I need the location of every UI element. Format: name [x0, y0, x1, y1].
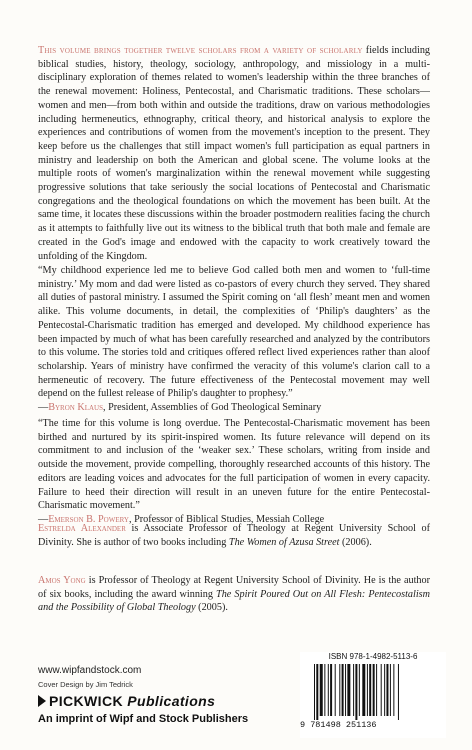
barcode-bar: [316, 664, 318, 720]
endorser-title: , Professor of Biblical Studies, Messiah College: [128, 513, 325, 525]
pickwick-arrow-icon: [38, 695, 46, 707]
barcode-bar: [376, 664, 377, 716]
barcode-bar: [335, 664, 336, 716]
website-link[interactable]: www.wipfandstock.com: [38, 665, 142, 676]
endorser-name: Byron Klaus: [48, 402, 104, 414]
description-lead: This volume brings together twelve scholars from a variety of scholarly: [38, 45, 363, 56]
editor-bio-alexander: Estrelda Alexander is Associate Professor of Theology at Regent University School of Divinity. She is author of two books including The Women of Azusa Street (2006).: [38, 523, 430, 548]
barcode-bar: [328, 664, 329, 716]
barcode-bars: [312, 664, 434, 720]
endorser-title: , President, Assemblies of God Theological Seminary: [103, 402, 322, 414]
editor-bio-yong: Amos Yong is Professor of Theology at Regent University School of Divinity. He is the author of six books, including the award winning The Spirit Poured Out on All Flesh: Pentecostalism and the Possibility of Global Theology (2005).: [38, 575, 430, 614]
barcode-bar: [353, 664, 354, 716]
imprint-line: An imprint of Wipf and Stock Publishers: [38, 713, 249, 725]
endorsement-quote: “My childhood experience led me to believe God called both men and women to ‘full-time ministry.’ My mom and dad were listed as co-pastors of every church they served. They shared all duties of pastoral ministry. I assumed the Spirit coming on ‘all flesh’ meant men and women alike. This volume documents, in detail, the complexities of ‘Philip's daughters’ as the Pentecostal-Charismatic tradition has emerged and developed. My childhood experience has been impacted by much of what has been carefully researched and analyzed by the contributors to this volume. The stories told and critiques offered reflect lived experiences rather than aloof scholarship. Years of ministry have confirmed the veracity of this volume's clarion call to a hermeneutic of recovery. The future effectiveness of the Pentecostal movement may well depend on the fullest release of Philip's daughter to prophesy.”: [38, 265, 430, 400]
barcode-bar: [320, 664, 323, 716]
barcode-bar: [347, 664, 350, 716]
book-title: The Spirit Poured Out on All Flesh: Pentecostalism and the Possibility of Global Theology: [38, 588, 430, 614]
endorsement-powery: [38, 417, 430, 527]
publisher-name: PICKWICK: [49, 693, 123, 709]
barcode-bar: [386, 664, 388, 716]
editor-name: Estrelda Alexander: [38, 523, 126, 534]
barcode-digits: 9 781498 251136: [300, 720, 377, 730]
endorser-name: Emerson B. Powery: [48, 513, 129, 525]
barcode-bar: [342, 664, 344, 716]
barcode-bar: [393, 664, 394, 716]
barcode-bar: [355, 664, 357, 720]
barcode-bar: [330, 664, 332, 716]
barcode-bar: [324, 664, 325, 716]
endorsement-attribution: —Byron Klaus, President, Assemblies of God Theological Seminary: [38, 402, 322, 414]
endorsement-attribution: —Emerson B. Powery, Professor of Biblical Studies, Messiah College: [38, 513, 325, 525]
barcode-bar: [345, 664, 346, 716]
book-title: The Women of Azusa Street: [228, 536, 340, 548]
barcode-bar: [362, 664, 365, 716]
barcode-bar: [384, 664, 385, 716]
barcode-bar: [339, 664, 340, 716]
barcode-bar: [390, 664, 391, 716]
endorsement-quote: “The time for this volume is long overdue. The Pentecostal-Charismatic movement has been birthed and nurtured by its spirit-inspired women. Its future relevance will depend on its commitment to and inclusion of the ‘weaker sex.’ These scholars, writing from inside and outside the movement, provide compelling, thoroughly researched accounts of this history. The editors are leading voices and advocates for the full participation of women in every capacity. Failure to heed their direction will result in an uneven future for the entire Pentecostal-Charismatic movement.”: [38, 418, 430, 512]
description-body: fields including biblical studies, history, theology, sociology, anthropology, and missiology in a multi-disciplinary exploration of themes related to women's leadership within the three branches of the renewal movement: Holiness, Pentecostal, and Charismatic traditions. These scholars—women and men—from both within and outside the traditions, draw on various methodologies including hermeneutics, ethnography, critical theory, and historical analysis to explore the experiences and contributions of women from the movement's inception to the present. They keep before us the challenges that still impact women's full participation as equal partners in ministry and leadership on both the American and global scene. The volume looks at the multiple roots of women's marginalization within the renewal movement while suggesting progressive solutions that take seriously the social locations of Pentecostal and Charismatic congregations and the theological foundations on which the movement has been built. At the same time, it locates these discussions within the broader postmodern realities facing the church as it attempts to faithfully live out its witness to the biblical truth that both male and female are created in the God's image and endowed with the capacity to work creatively toward the unfolding of the Kingdom.: [38, 45, 431, 262]
book-description: [38, 44, 430, 263]
cover-design-credit: Cover Design by Jim Tedrick: [38, 680, 133, 689]
publisher-logo: [38, 693, 215, 709]
editor-name: Amos Yong: [38, 575, 86, 586]
isbn-label: ISBN 978-1-4982-5113-6: [328, 652, 418, 661]
publisher-suffix: Publications: [127, 693, 216, 709]
barcode-bar: [381, 664, 382, 716]
barcode-bar: [398, 664, 399, 720]
barcode-bar: [369, 664, 371, 716]
barcode-bar: [367, 664, 368, 716]
barcode-bar: [359, 664, 360, 716]
isbn-barcode: [300, 652, 446, 738]
barcode-bar: [314, 664, 315, 720]
endorsement-klaus: [38, 264, 430, 415]
barcode-bar: [373, 664, 375, 716]
